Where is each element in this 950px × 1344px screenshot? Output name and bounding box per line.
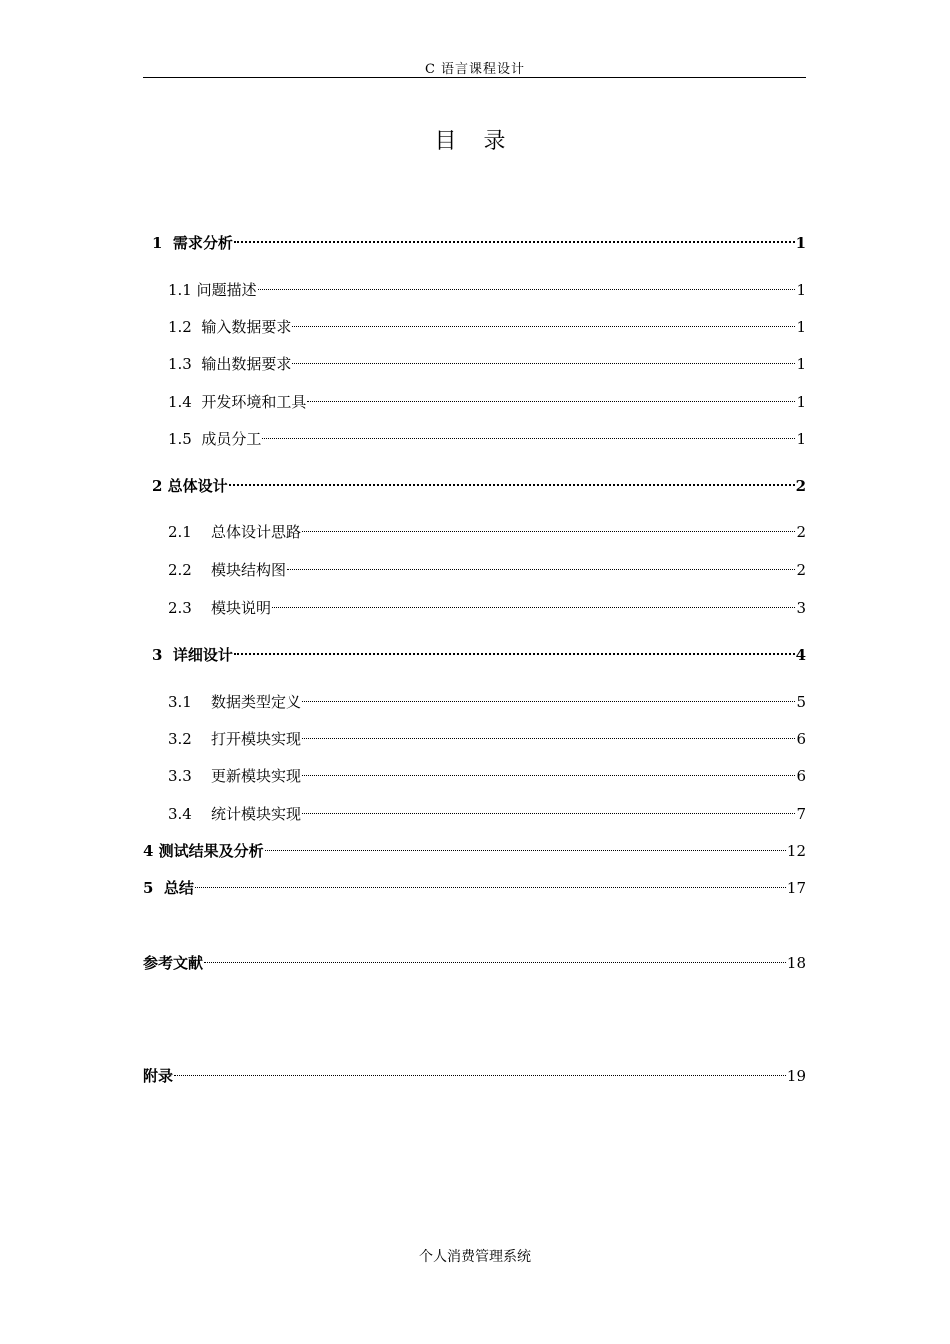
toc-entry-1-3[interactable] (168, 352, 806, 376)
toc-dot-leader (292, 363, 795, 364)
toc-entry-label: 成员分工 (201, 430, 262, 448)
toc-entry-number: 4 (143, 842, 159, 860)
toc-entry-1-2[interactable] (168, 315, 806, 339)
toc-entry-page: 2 (796, 561, 806, 579)
toc-entry-number: 1.1 (168, 281, 197, 299)
toc-dot-leader (292, 326, 795, 327)
toc-dot-leader (302, 775, 796, 776)
toc-entry-label: 详细设计 (172, 646, 233, 664)
toc-entry-3-3[interactable] (168, 764, 806, 788)
toc-entry-number: 5 (143, 879, 164, 897)
toc-entry-2-3[interactable] (168, 596, 806, 620)
header-rule (143, 77, 806, 78)
toc-entry-number: 1 (152, 234, 173, 252)
toc-entry-label: 需求分析 (172, 234, 233, 252)
toc-entry-label: 更新模块实现 (210, 767, 301, 785)
toc-entry-number: 3 (152, 646, 173, 664)
toc-entry-page: 6 (796, 730, 806, 748)
toc-entry-page: 1 (796, 355, 806, 373)
toc-entry-page: 1 (796, 430, 806, 448)
toc-entry-number: 1.3 (168, 355, 202, 373)
toc-dot-leader (272, 607, 796, 608)
toc-dot-leader (302, 531, 796, 532)
toc-entry-number: 2.2 (168, 561, 211, 579)
toc-entry-5[interactable] (143, 876, 806, 900)
toc-entry-appendix[interactable] (143, 1064, 806, 1088)
toc-entry-page: 6 (796, 767, 806, 785)
toc-dot-leader (229, 484, 795, 486)
toc-entry-label: 数据类型定义 (210, 693, 301, 711)
toc-entry-page: 3 (796, 599, 806, 617)
toc-entry-number: 2.3 (168, 599, 211, 617)
toc-entry-label: 输出数据要求 (201, 355, 292, 373)
toc-entry-label: 统计模块实现 (210, 805, 301, 823)
toc-dot-leader (302, 738, 796, 739)
toc-entry-2-1[interactable] (168, 520, 806, 544)
toc-entry-page: 5 (796, 693, 806, 711)
toc-dot-leader (204, 962, 786, 963)
toc-dot-leader (234, 241, 795, 243)
toc-entry-label: 测试结果及分析 (158, 842, 264, 860)
toc-entry-number: 3.1 (168, 693, 211, 711)
toc-entry-page: 2 (796, 523, 806, 541)
toc-entry-page: 19 (786, 1067, 806, 1085)
toc-entry-page: 4 (795, 646, 806, 664)
toc-dot-leader (307, 401, 795, 402)
toc-entry-number: 1.2 (168, 318, 202, 336)
toc-entry-label: 开发环境和工具 (201, 393, 307, 411)
toc-entry-1-4[interactable] (168, 390, 806, 414)
page-footer: 个人消费管理系统 (419, 1249, 531, 1265)
toc-entry-page: 1 (796, 393, 806, 411)
toc-entry-number: 3.2 (168, 730, 211, 748)
toc-entry-3-2[interactable] (168, 727, 806, 751)
toc-dot-leader (174, 1075, 786, 1076)
toc-dot-leader (195, 887, 786, 888)
toc-title: 目 录 (434, 129, 516, 154)
toc-entry-label: 附录 (143, 1067, 174, 1085)
toc-entry-number: 1.5 (168, 430, 202, 448)
toc-entry-page: 7 (796, 805, 806, 823)
toc-dot-leader (265, 850, 786, 851)
toc-entry-page: 18 (786, 954, 806, 972)
toc-dot-leader (287, 569, 796, 570)
toc-entry-page: 1 (796, 281, 806, 299)
toc-entry-number: 3.3 (168, 767, 211, 785)
toc-entry-page: 2 (795, 477, 806, 495)
toc-entry-label: 打开模块实现 (210, 730, 301, 748)
toc-entry-label: 总结 (163, 879, 194, 897)
toc-entry-3[interactable] (152, 643, 806, 667)
toc-entry-label: 总体设计 (167, 477, 228, 495)
toc-entry-1-1[interactable] (168, 278, 806, 302)
toc-dot-leader (234, 653, 795, 655)
toc-entry-page: 12 (786, 842, 806, 860)
toc-entry-1[interactable] (152, 231, 806, 255)
toc-entry-number: 3.4 (168, 805, 211, 823)
toc-entry-page: 1 (796, 318, 806, 336)
toc-entry-label: 模块结构图 (210, 561, 286, 579)
toc-dot-leader (302, 701, 796, 702)
toc-entry-page: 17 (786, 879, 806, 897)
toc-entry-3-4[interactable] (168, 802, 806, 826)
toc-entry-2-2[interactable] (168, 558, 806, 582)
toc-entry-page: 1 (795, 234, 806, 252)
toc-entry-4[interactable] (143, 839, 806, 863)
toc-entry-3-1[interactable] (168, 690, 806, 714)
toc-dot-leader (262, 438, 795, 439)
toc-entry-references[interactable] (143, 951, 806, 975)
toc-entry-1-5[interactable] (168, 427, 806, 451)
toc-dot-leader (302, 813, 796, 814)
toc-entry-label: 输入数据要求 (201, 318, 292, 336)
toc-entry-2[interactable] (152, 474, 806, 498)
toc-entry-number: 2.1 (168, 523, 211, 541)
toc-entry-label: 总体设计思路 (210, 523, 301, 541)
toc-entry-label: 问题描述 (196, 281, 257, 299)
toc-entry-label: 模块说明 (210, 599, 271, 617)
toc-entry-number: 2 (152, 477, 168, 495)
page-header: C 语言课程设计 (424, 62, 526, 77)
toc-entry-label: 参考文献 (143, 954, 204, 972)
toc-dot-leader (258, 289, 796, 290)
toc-entry-number: 1.4 (168, 393, 202, 411)
